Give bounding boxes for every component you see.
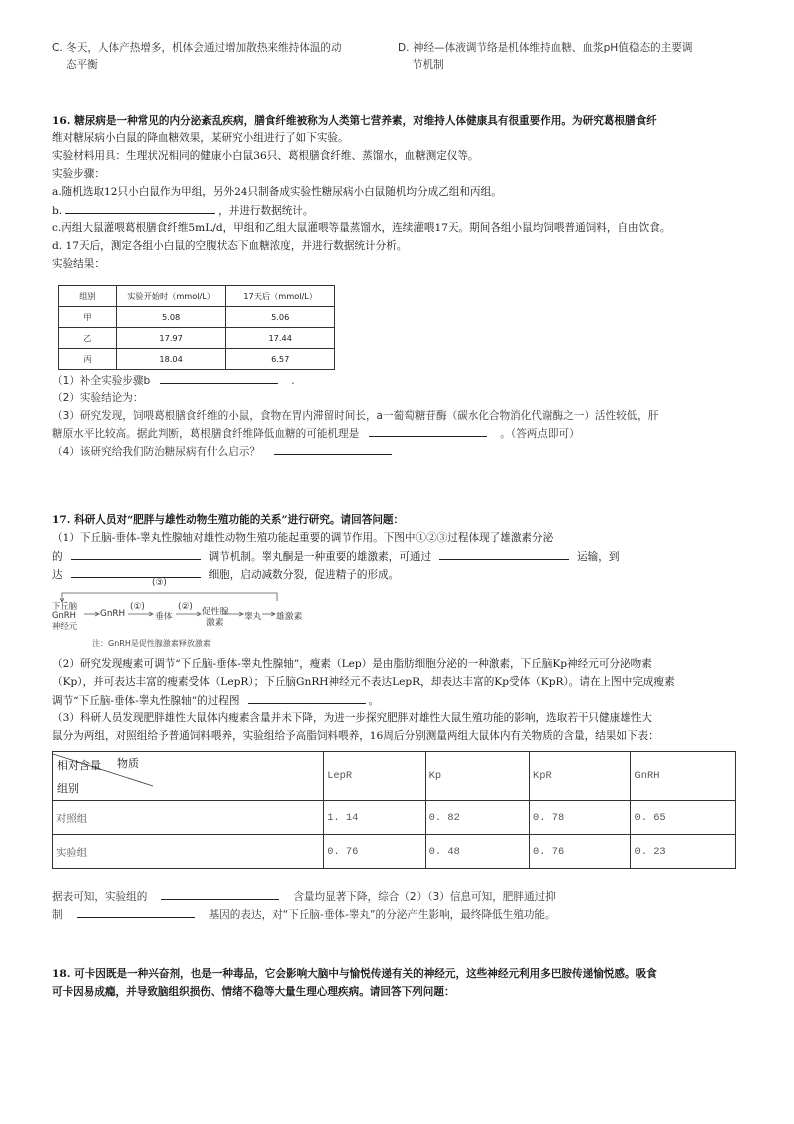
diagram-gonadotropin-line1: 促性腺: [202, 607, 229, 617]
q17-results-table: [52, 751, 736, 869]
q17-p1-line2: [52, 548, 619, 566]
q17-p2-line1: （2）研究发现瘦素可调节“下丘脑-垂体-睾丸性腺轴”，瘦素（Lep）是由脂肪细胞分泌的一种激素，下丘脑Kp神经元可分泌吻素: [52, 658, 652, 670]
table-row: [59, 328, 335, 349]
table-cell-group: 对照组: [53, 801, 324, 835]
q17-p1-line3-a: 达: [52, 569, 63, 581]
table-row: [53, 801, 736, 835]
q17-p4-line2: [52, 906, 556, 924]
q16-sub4-text: （4）该研究给我们防治糖尿病有什么启示？: [52, 446, 261, 458]
table-cell: 0. 78: [530, 801, 631, 835]
q17-p1-line2-c: 运输，到: [577, 551, 620, 563]
table-cell: 丙: [59, 349, 117, 370]
q17-p2-line2: （Kp），并可表达丰富的瘦素受体（LepR）；下丘脑GnRH神经元不表达LepR，却表达丰富的Kp受体（KpR）。请在上图中完成瘦素: [52, 676, 675, 688]
q17-p4-line2-suffix: 基因的表达，对“下丘脑-垂体-睾丸”的分泌产生影响，最终降低生殖功能。: [208, 909, 556, 921]
diagram-androgen: 雄激素: [276, 612, 303, 622]
diagram-testis: 睾丸: [244, 612, 262, 622]
q17-p3-line1: （3）科研人员发现肥胖雄性大鼠体内瘦素含量并未下降，为进一步探究肥胖对雄性大鼠生殖功能的影响，选取若干只健康雄性大: [52, 712, 652, 724]
q16-sub3-suffix: 。（答两点即可）: [500, 428, 580, 440]
q17-p4-line2-prefix: 制: [52, 909, 63, 921]
diagram-gnrh: GnRH: [100, 609, 126, 619]
q15-option-c-line1: C. 冬天，人体产热增多，机体会通过增加散热来维持体温的动: [52, 42, 342, 54]
table-cell-group: 实验组: [53, 835, 324, 869]
table-cell: 0. 82: [425, 801, 529, 835]
q16-step-b-blank[interactable]: [65, 202, 215, 214]
table-cell: 0. 76: [324, 835, 425, 869]
q17-p2-line3: [52, 692, 379, 710]
q15-option-d-line1: D. 神经—体液调节络是机体维持血糖、血浆pH值稳态的主要调: [398, 42, 693, 54]
q16-sub1-suffix: .: [291, 375, 295, 387]
table-header-cell: Kp: [425, 752, 529, 801]
q16-sub1-blank[interactable]: [160, 372, 278, 384]
table-header-cell: GnRH: [631, 752, 736, 801]
table-row: [59, 349, 335, 370]
q16-step-d: d. 17天后，测定各组小白鼠的空腹状态下血糖浓度，并进行数据统计分析。: [52, 240, 408, 252]
q18-line1: 18. 可卡因既是一种兴奋剂，也是一种毒品，它会影响大脑中与愉悦传递有关的神经元，这些神经元利用多巴胺传递愉悦感。吸食: [52, 968, 657, 980]
diagram-step1-label: (①): [130, 602, 145, 612]
q16-materials: 实验材料用具：生理状况相同的健康小白鼠36只、葛根膳食纤维、蒸馏水，血糖测定仪等。: [52, 150, 479, 162]
diagram-gonadotropin-line2: 激素: [206, 618, 224, 628]
q17-p4-blank-1[interactable]: [161, 888, 279, 900]
table-row: [53, 835, 736, 869]
table-header-cell: 组别: [59, 286, 117, 307]
q17-p1-line1: （1）下丘脑-垂体-睾丸性腺轴对雄性动物生殖功能起重要的调节作用。下图中①②③过程体现了雄激素分泌: [52, 532, 554, 544]
diagram-step3-label: (③): [152, 578, 167, 588]
q15-option-d-line2: 节机制: [412, 59, 444, 71]
q16-sub3-line1: （3）研究发现，饲喂葛根膳食纤维的小鼠，食物在胃内滞留时间长，a一葡萄糖苷酶（碳水化合物消化代谢酶之一）活性较低，肝: [52, 410, 659, 422]
q16-results-table: [58, 285, 335, 370]
table-row: [59, 307, 335, 328]
q16-intro-line2: 维对糖尿病小白鼠的降血糖效果，某研究小组进行了如下实验。: [52, 132, 349, 144]
q17-p4-blank-2[interactable]: [77, 906, 195, 918]
q16-step-c: c.丙组大鼠灌喂葛根膳食纤维5mL/d，甲组和乙组大鼠灌喂等量蒸馏水，连续灌喂17天。期间各组小鼠均饲喂普通饲料，自由饮食。: [52, 222, 671, 234]
diagram-step2-label: (②): [178, 602, 193, 612]
diagram-note: 注：GnRH是促性腺激素释放激素: [92, 639, 211, 648]
q15-option-c-line2: 态平衡: [66, 59, 98, 71]
table-cell: 乙: [59, 328, 117, 349]
table-cell: 18.04: [116, 349, 226, 370]
q16-sub4-blank[interactable]: [274, 443, 392, 455]
q16-sub4: [52, 443, 395, 461]
table-cell: 5.08: [116, 307, 226, 328]
q17-intro: 17. 科研人员对“肥胖与雄性动物生殖功能的关系”进行研究。请回答问题：: [52, 514, 405, 526]
diagram-pituitary: 垂体: [155, 612, 173, 622]
diagram-neuron-label: 神经元: [52, 621, 78, 631]
q16-sub2: （2）实验结论为：: [52, 392, 144, 404]
q17-blank-mechanism[interactable]: [71, 548, 201, 560]
q17-p2-blank[interactable]: [248, 692, 366, 704]
table-header-cell: 实验开始时（mmol/L）: [116, 286, 226, 307]
table-header-cell: KpR: [530, 752, 631, 801]
q17-blank-target-cell[interactable]: [71, 566, 201, 578]
q17-p1-line2-a: 的: [52, 551, 63, 563]
table-cell: 6.57: [226, 349, 335, 370]
q16-steps-label: 实验步骤：: [52, 168, 105, 180]
q17-blank-transport[interactable]: [439, 548, 569, 560]
table-cell: 0. 48: [425, 835, 529, 869]
table-header-cell: 17天后（mmol/L）: [226, 286, 335, 307]
q17-p1-line2-b: 调节机制。睾丸酮是一种重要的雄激素，可通过: [208, 551, 432, 563]
q16-sub1-prefix: （1）补全实验步骤b: [52, 375, 151, 387]
q18-line2: 可卡因易成瘾，并导致脑组织损伤、情绪不稳等大量生理心理疾病。请回答下列问题：: [52, 986, 455, 998]
table-header-cell: LepR: [324, 752, 425, 801]
q16-step-a: a.随机选取12只小白鼠作为甲组，另外24只制备成实验性糖尿病小白鼠随机均分成乙组和丙组。: [52, 186, 502, 198]
table-header-row: [59, 286, 335, 307]
q16-step-b: [52, 202, 314, 220]
q16-step-b-prefix: b.: [52, 205, 63, 217]
q16-intro-line1: 16. 糖尿病是一种常见的内分泌紊乱疾病，膳食纤维被称为人类第七营养素，对维持人体健康具有很重要作用。为研究葛根膳食纤: [52, 115, 657, 127]
table-cell: 5.06: [226, 307, 335, 328]
q17-p2-line3-prefix: 调节“下丘脑-垂体-睾丸性腺轴”的过程图: [52, 695, 240, 707]
q17-p4-line1: [52, 888, 556, 906]
corner-label-amount: 相对含量: [57, 759, 101, 772]
q17-p4-line1-suffix: 含量均显著下降，综合（2）（3）信息可知，肥胖通过抑: [293, 891, 556, 903]
diagram-hypothalamus-label: 下丘脑: [52, 601, 78, 611]
table-cell: 0. 23: [631, 835, 736, 869]
table-cell: 0. 76: [530, 835, 631, 869]
table-header-row: [53, 752, 736, 801]
q16-sub3-prefix: 糖原水平比较高。据此判断，葛根膳食纤维降低血糖的可能机理是: [52, 428, 360, 440]
q17-p4-line1-prefix: 据表可知，实验组的: [52, 891, 148, 903]
q16-sub3-blank[interactable]: [369, 425, 487, 437]
table-cell: 1. 14: [324, 801, 425, 835]
q17-p2-line3-suffix: 。: [368, 695, 380, 707]
table-cell: 0. 65: [631, 801, 736, 835]
table-cell: 甲: [59, 307, 117, 328]
q17-p3-line2: 鼠分为两组，对照组给予普通饲料喂养，实验组给予高脂饲料喂养，16周后分别测量两组大鼠体内有关物质的含量，结果如下表：: [52, 730, 659, 742]
corner-label-substance: 物质: [117, 757, 139, 770]
diagram-gnrh-neuron-label: GnRH: [52, 610, 76, 620]
hpg-axis-diagram: [52, 578, 312, 650]
table-corner-cell: [53, 752, 324, 801]
q16-sub3-line2: [52, 425, 580, 443]
table-cell: 17.44: [226, 328, 335, 349]
q17-p1-line3-b: 细胞，启动减数分裂，促进精子的形成。: [208, 569, 400, 581]
q16-results-label: 实验结果：: [52, 258, 105, 270]
corner-label-group: 组别: [57, 782, 79, 795]
table-cell: 17.97: [116, 328, 226, 349]
q16-sub1: [52, 372, 295, 390]
q16-step-b-suffix: ，并进行数据统计。: [218, 205, 314, 217]
